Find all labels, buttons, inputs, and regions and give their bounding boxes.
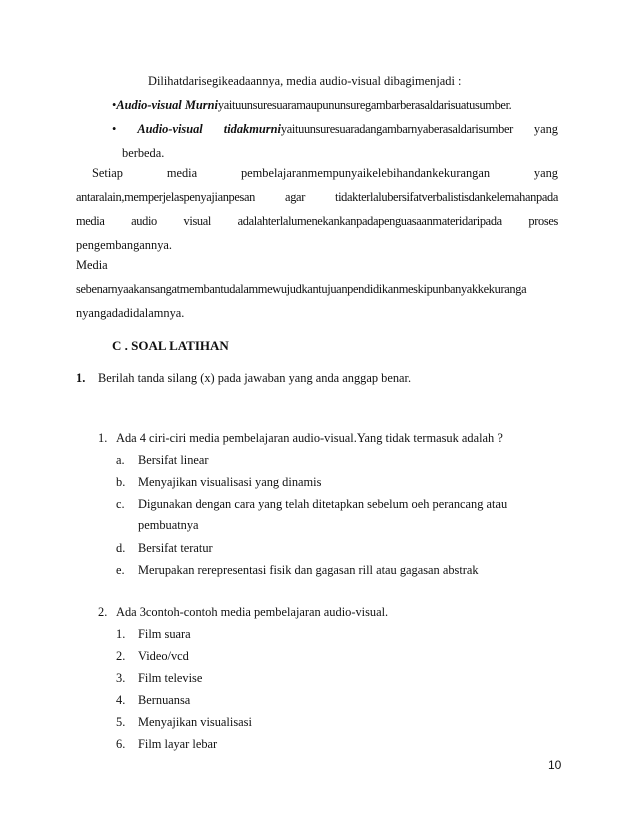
word: media <box>166 166 198 180</box>
word: tidakterlalubersifatverbalistisdankelemahanpada <box>334 190 558 204</box>
term-tidak-murni: tidakmurni <box>223 122 281 136</box>
q2-option-text: Bernuansa <box>138 693 191 707</box>
q1-option-text: Digunakan dengan cara yang telah ditetapkan sebelum oeh perancang atau <box>138 497 508 511</box>
para1-line1 <box>92 165 558 181</box>
bullet2-tail: yang <box>533 122 558 136</box>
para2-line2: sebenarnyaakansangatmembantudalammewujudkantujuanpendidikanmeskipunbanyakkekuranga <box>76 282 527 296</box>
q1-text: Ada 4 ciri-ciri media pembelajaran audio-visual.Yang tidak termasuk adalah ? <box>116 431 503 445</box>
q1-option-text: Merupakan rerepresentasi fisik dan gagasan rill atau gagasan abstrak <box>138 563 479 577</box>
q1-option-text: Bersifat teratur <box>138 541 213 555</box>
term-audio-visual: Audio-visual <box>137 122 203 136</box>
q2-option-text: Film televise <box>138 671 203 685</box>
q2-option-label: 4. <box>116 693 126 707</box>
q1-option-label: c. <box>116 497 125 511</box>
q2-option-text: Film suara <box>138 627 191 641</box>
word: proses <box>528 214 558 228</box>
q1-option-text-continued: pembuatnya <box>138 518 199 532</box>
q2-option-text: Video/vcd <box>138 649 189 663</box>
q2-option-label: 2. <box>116 649 126 663</box>
section-heading: C . SOAL LATIHAN <box>112 338 229 353</box>
q1-option-text: Bersifat linear <box>138 453 209 467</box>
q1-option-label: a. <box>116 453 125 467</box>
word: visual <box>183 214 211 228</box>
word: adalahterlalumenekankanpadapenguasaanmateridaripada <box>237 214 502 228</box>
q1-option-label: d. <box>116 541 126 555</box>
bullet1-text: yaituunsuresuaramaupununsuregambarberasaldarisuatusumber. <box>217 98 512 112</box>
word: yang <box>533 166 558 180</box>
q2-number: 2. <box>98 605 108 619</box>
q2-option-text: Menyajikan visualisasi <box>138 715 252 729</box>
q1-option-text: Menyajikan visualisasi yang dinamis <box>138 475 322 489</box>
bullet-marker: • <box>112 122 117 136</box>
para1-line4: pengembangannya. <box>76 238 172 252</box>
word: media <box>76 214 105 228</box>
q1-option-label: b. <box>116 475 126 489</box>
bullet2-text-group <box>224 121 513 137</box>
q2-option-label: 1. <box>116 627 126 641</box>
bullet-marker: • <box>112 98 117 112</box>
term-audio-visual-murni: Audio-visual Murni <box>116 98 218 112</box>
para2-line3: nyangadadidalamnya. <box>76 306 185 320</box>
q2-option-text: Film layar lebar <box>138 737 218 751</box>
word: agar <box>285 190 305 204</box>
bullet-audio-visual-murni <box>112 97 511 113</box>
para2-line1: Media <box>76 258 108 272</box>
q2-option-label: 5. <box>116 715 126 729</box>
word: pembelajaranmempunyaikelebihandankekurangan <box>240 166 491 180</box>
q2-option-label: 6. <box>116 737 126 751</box>
bullet2-line2: berbeda. <box>122 146 165 160</box>
q1-option-label: e. <box>116 563 125 577</box>
word: audio <box>131 214 157 228</box>
instruction-number: 1. <box>76 371 86 385</box>
word: antaralain,memperjelaspenyajianpesan <box>76 190 256 204</box>
q2-option-label: 3. <box>116 671 126 685</box>
word: Setiap <box>92 166 123 180</box>
para1-line2 <box>76 189 558 205</box>
para1-line3 <box>76 213 558 229</box>
bullet-audio-visual-tidak-murni <box>112 121 558 137</box>
q1-number: 1. <box>98 431 108 445</box>
q2-text: Ada 3contoh-contoh media pembelajaran audio-visual. <box>116 605 389 619</box>
bullet2-text: yaituunsuresuaradangambarnyaberasaldarisumber <box>280 122 513 136</box>
page-number: 10 <box>548 758 562 772</box>
instruction-text: Berilah tanda silang (x) pada jawaban yang anda anggap benar. <box>98 371 412 385</box>
intro-lead: Dilihatdarisegikeadaannya, media audio-visual dibagimenjadi : <box>148 74 462 88</box>
